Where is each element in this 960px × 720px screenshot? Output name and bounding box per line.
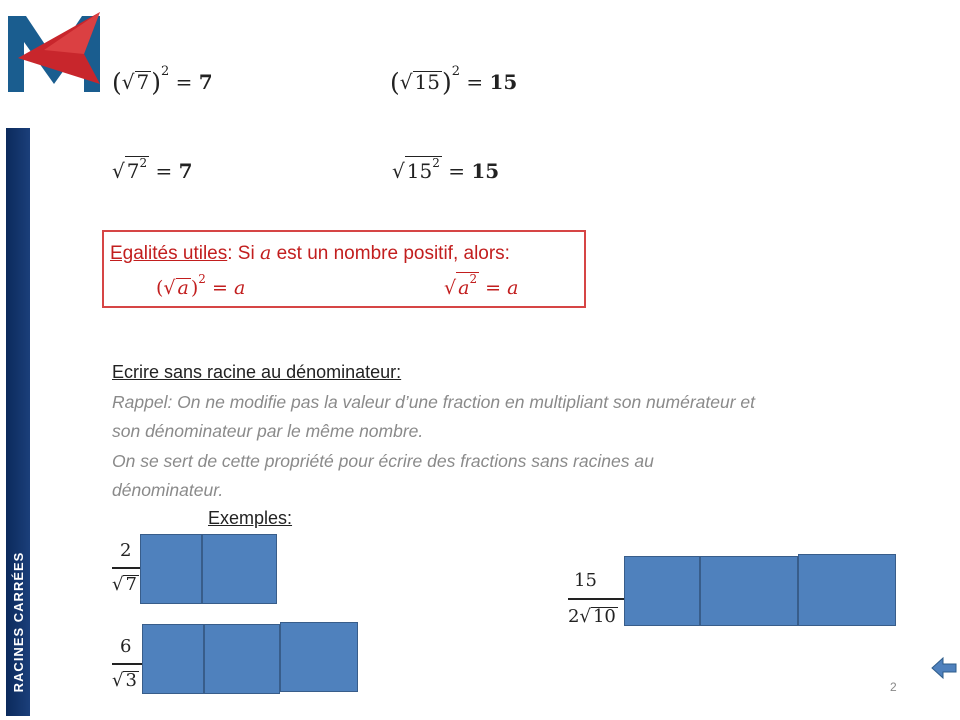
formula-result: 7 [178, 159, 193, 183]
formula-result: 7 [198, 70, 213, 94]
page-number: 2 [890, 680, 897, 694]
sidebar-label: RACINES CARRÉES [11, 551, 26, 693]
numerator: 15 [574, 570, 597, 591]
fraction-bar [568, 598, 630, 600]
rappel-line-4: dénominateur. [112, 480, 224, 500]
egalite-right-formula: √ $a^2 = a$ [444, 272, 519, 299]
answer-box[interactable] [202, 534, 277, 604]
formula-sqrt7-squared: (√ 7)$^2$ = 7 [112, 64, 213, 97]
formula-sqrt15-squared: (√ 15)$^2$ = 15 [390, 64, 518, 97]
formula-sqrt-7-squared: √ $7^2 = 7$ [112, 156, 193, 183]
radicand: 7 [136, 70, 150, 94]
answer-box[interactable] [140, 534, 202, 604]
back-arrow-icon[interactable] [930, 654, 958, 682]
answer-box[interactable] [798, 554, 896, 626]
answer-box[interactable] [280, 622, 358, 692]
denominator: √ 3 [112, 670, 137, 691]
answer-box[interactable] [624, 556, 700, 626]
section-heading: Ecrire sans racine au dénominateur: [112, 362, 402, 382]
answer-box[interactable] [700, 556, 798, 626]
egalites-title: Egalités utiles: Si a est un nombre positif, alors: [110, 242, 510, 264]
radicand: 15 [414, 70, 440, 94]
formula-sqrt-15-squared: √ $15^2 = 15$ [392, 156, 500, 183]
rappel-line-3: On se sert de cette propriété pour écrire des fractions sans racines au [112, 451, 654, 471]
examples-label: Exemples: [208, 508, 293, 528]
egalite-left-formula: (√ a )$^2$ = a [156, 272, 246, 299]
m-logo-icon [4, 6, 104, 94]
denominator: 2√ 10 [568, 606, 616, 627]
answer-box[interactable] [204, 624, 280, 694]
sidebar [6, 128, 30, 716]
rappel-line-2: son dénominateur par le même nombre. [112, 421, 424, 441]
rappel-line-1: Rappel: On ne modifie pas la valeur d’une fraction en multipliant son numérateur et [112, 392, 756, 412]
denominator: √ 7 [112, 574, 137, 595]
formula-result: 15 [489, 70, 518, 94]
formula-result: 15 [471, 159, 500, 183]
fraction-bar [112, 663, 144, 665]
numerator: 2 [120, 540, 132, 561]
answer-box[interactable] [142, 624, 204, 694]
numerator: 6 [120, 636, 132, 657]
